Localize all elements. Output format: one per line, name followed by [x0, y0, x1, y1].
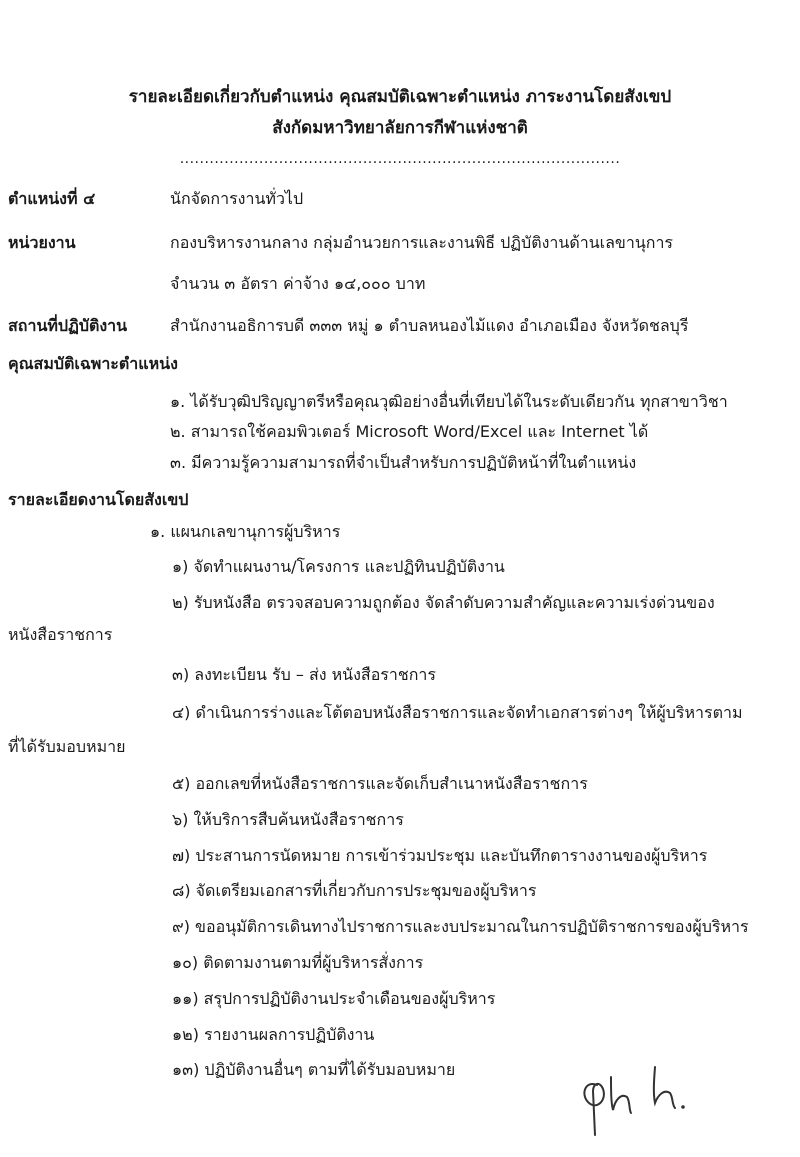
title-line-2: สังกัดมหาวิทยาลัยการกีฬาแห่งชาติ [272, 118, 528, 138]
position-value: นักจัดการงานทั่วไป [170, 189, 304, 208]
duty-item: ๕) ออกเลขที่หนังสือราชการและจัดเก็บสำเนาหนังสือราชการ [172, 774, 588, 793]
duty-item: ๑๐) ติดตามงานตามที่ผู้บริหารสั่งการ [172, 953, 424, 972]
title-divider: ......................................................................................... [179, 151, 621, 167]
duty-item: ๑) จัดทำแผนงาน/โครงการ และปฏิทินปฏิบัติงาน [172, 557, 505, 576]
position-label: ตำแหน่งที่ ๔ [8, 189, 96, 208]
duty-item: ๑๒) รายงานผลการปฏิบัติงาน [172, 1025, 375, 1044]
handwritten-signature [575, 1055, 725, 1145]
unit-quota: จำนวน ๓ อัตรา ค่าจ้าง ๑๔,๐๐๐ บาท [170, 274, 426, 293]
duty-item: ๒) รับหนังสือ ตรวจสอบความถูกต้อง จัดลำดับความสำคัญและความเร่งด่วนของ [172, 593, 715, 612]
duties-section: ๑. แผนกเลขานุการผู้บริหาร [150, 522, 341, 541]
duty-item: ๖) ให้บริการสืบค้นหนังสือราชการ [172, 810, 404, 829]
duty-item-continuation: ที่ได้รับมอบหมาย [8, 737, 126, 756]
unit-label: หน่วยงาน [8, 233, 76, 252]
qualifications-heading: คุณสมบัติเฉพาะตำแหน่ง [8, 354, 178, 373]
workplace-label: สถานที่ปฏิบัติงาน [8, 316, 128, 335]
duty-item: ๑๑) สรุปการปฏิบัติงานประจำเดือนของผู้บริหาร [172, 989, 496, 1008]
duty-item: ๑๓) ปฏิบัติงานอื่นๆ ตามที่ได้รับมอบหมาย [172, 1060, 456, 1079]
duty-item: ๓) ลงทะเบียน รับ – ส่ง หนังสือราชการ [172, 665, 437, 684]
duty-item: ๔) ดำเนินการร่างและโต้ตอบหนังสือราชการและจัดทำเอกสารต่างๆ ให้ผู้บริหารตาม [172, 703, 743, 722]
qualification-item: ๑. ได้รับวุฒิปริญญาตรีหรือคุณวุฒิอย่างอื่นที่เทียบได้ในระดับเดียวกัน ทุกสาขาวิชา [170, 392, 728, 411]
duties-heading: รายละเอียดงานโดยสังเขป [8, 490, 189, 509]
duty-item: ๙) ขออนุมัติการเดินทางไปราชการและงบประมาณในการปฏิบัติราชการของผู้บริหาร [172, 917, 749, 936]
qualification-item: ๓. มีความรู้ความสามารถที่จำเป็นสำหรับการปฏิบัติหน้าที่ในตำแหน่ง [170, 453, 637, 472]
duty-item-continuation: หนังสือราชการ [8, 625, 113, 644]
unit-value: กองบริหารงานกลาง กลุ่มอำนวยการและงานพิธี ปฏิบัติงานด้านเลขานุการ [170, 233, 674, 252]
duty-item: ๗) ประสานการนัดหมาย การเข้าร่วมประชุม และบันทึกตารางงานของผู้บริหาร [172, 846, 708, 865]
title-line-1: รายละเอียดเกี่ยวกับตำแหน่ง คุณสมบัติเฉพาะตำแหน่ง ภาระงานโดยสังเขป [128, 87, 672, 107]
workplace-value: สำนักงานอธิการบดี ๓๓๓ หมู่ ๑ ตำบลหนองไม้แดง อำเภอเมือง จังหวัดชลบุรี [170, 316, 689, 335]
duty-item: ๘) จัดเตรียมเอกสารที่เกี่ยวกับการประชุมของผู้บริหาร [172, 881, 537, 900]
qualification-item: ๒. สามารถใช้คอมพิวเตอร์ Microsoft Word/Excel และ Internet ได้ [170, 422, 649, 441]
